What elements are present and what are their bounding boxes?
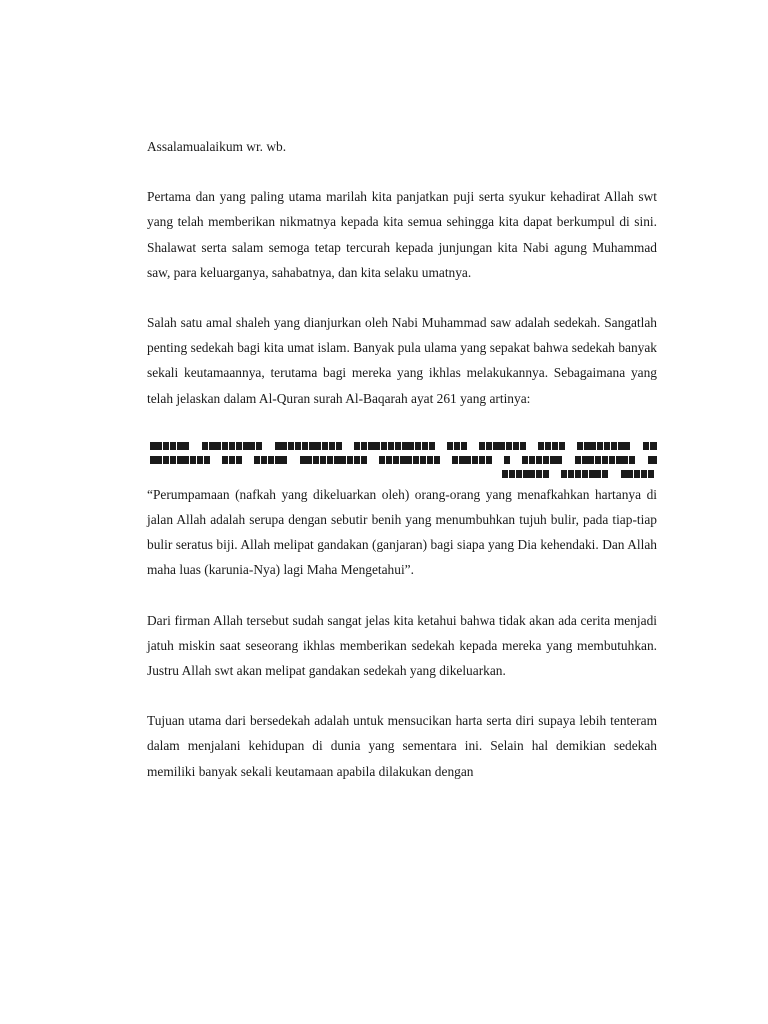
missing-glyph-box [429,442,435,450]
missing-glyph-box [249,442,255,450]
missing-glyph-box [268,456,274,464]
missing-glyph-box [513,442,519,450]
missing-glyph-box [354,456,360,464]
missing-glyph-box [588,456,594,464]
missing-glyph-box [643,442,649,450]
missing-glyph-box [415,442,421,450]
missing-glyph-box [281,442,287,450]
missing-glyph-word [150,454,211,468]
missing-glyph-box [595,470,601,478]
missing-glyph-box [536,456,542,464]
missing-glyph-box [545,442,551,450]
missing-glyph-box [543,456,549,464]
missing-glyph-box [422,442,428,450]
missing-glyph-box [222,442,228,450]
missing-glyph-box [604,442,610,450]
missing-glyph-box [229,442,235,450]
missing-glyph-box [177,456,183,464]
missing-glyph-box [459,456,465,464]
missing-glyph-box [634,470,640,478]
missing-glyph-box [183,456,189,464]
arabic-verse-unrendered [147,436,657,482]
missing-glyph-box [320,456,326,464]
missing-glyph-box [648,470,654,478]
missing-glyph-box [656,442,657,450]
missing-glyph-box [520,442,526,450]
missing-glyph-word [202,440,263,454]
missing-glyph-box [300,456,306,464]
arabic-line [147,454,657,468]
missing-glyph-box [486,456,492,464]
missing-glyph-word [522,454,563,468]
missing-glyph-box [347,456,353,464]
missing-glyph-box [261,456,267,464]
document-page [147,134,657,784]
missing-glyph-box [650,442,656,450]
missing-glyph-word [150,440,191,454]
missing-glyph-box [621,470,627,478]
missing-glyph-box [334,456,340,464]
missing-glyph-box [163,442,169,450]
missing-glyph-box [190,456,196,464]
missing-glyph-box [361,442,367,450]
paragraph-tujuan: Tujuan utama dari bersedekah adalah untuk mensucikan harta serta diri supaya lebih tenteram dalam menjalani kehidupan di dunia yang sementara ini. Selain hal demikian sedekah memiliki banyak sekali keutamaan apabila dilakukan dengan [147,713,657,779]
missing-glyph-box [156,442,162,450]
missing-glyph-box [222,456,228,464]
missing-glyph-box [163,456,169,464]
missing-glyph-box [302,442,308,450]
missing-glyph-word [222,454,242,468]
missing-glyph-box [522,456,528,464]
missing-glyph-box [611,442,617,450]
missing-glyph-box [543,470,549,478]
missing-glyph-word [452,454,493,468]
missing-glyph-box [150,456,156,464]
missing-glyph-box [236,442,242,450]
missing-glyph-box [618,442,624,450]
missing-glyph-box [386,456,392,464]
missing-glyph-box [575,470,581,478]
missing-glyph-box [590,442,596,450]
missing-glyph-box [582,470,588,478]
missing-glyph-box [641,470,647,478]
paragraph-gap [147,683,657,708]
missing-glyph-box [629,456,635,464]
missing-glyph-box [454,442,460,450]
verse-translation: “Perumpamaan (nafkah yang dikeluarkan oleh) orang-orang yang menafkahkan hartanya di jalan Allah adalah serupa dengan sebutir benih yang menumbuhkan tujuh bulir, pada tiap-tiap bulir seratus biji. Allah melipat gandakan (ganjaran) bagi siapa yang Dia kehendaki. Dan Allah maha luas (karunia-Nya) lagi Maha Mengetahui”. [147,486,657,578]
missing-glyph-box [589,470,595,478]
missing-glyph-box [616,456,622,464]
missing-glyph-box [393,456,399,464]
missing-glyph-box [327,456,333,464]
missing-glyph-box [568,470,574,478]
missing-glyph-box [624,442,630,450]
missing-glyph-box [406,456,412,464]
missing-glyph-box [381,442,387,450]
missing-glyph-word [479,440,527,454]
missing-glyph-box [509,470,515,478]
arabic-line [147,468,657,482]
missing-glyph-box [427,456,433,464]
missing-glyph-box [236,456,242,464]
missing-glyph-box [183,442,189,450]
missing-glyph-box [536,470,542,478]
missing-glyph-box [402,442,408,450]
paragraph-gap [147,159,657,184]
missing-glyph-box [336,442,342,450]
missing-glyph-box [306,456,312,464]
missing-glyph-box [256,442,262,450]
missing-glyph-word [538,440,565,454]
paragraph-gap [147,411,657,436]
missing-glyph-box [309,442,315,450]
missing-glyph-box [408,442,414,450]
missing-glyph-word [648,454,658,468]
paragraph-gap [147,583,657,608]
missing-glyph-word [254,454,288,468]
paragraph-firman: Dari firman Allah tersebut sudah sangat jelas kita ketahui bahwa tidak akan ada cerita menjadi jatuh miskin saat seseorang ikhlas memberikan sedekah kepada mereka yang membutuhkan. Justru Allah swt akan melipat gandakan sedekah yang dikeluarkan. [147,612,657,679]
missing-glyph-box [254,456,260,464]
missing-glyph-box [556,456,562,464]
missing-glyph-box [575,456,581,464]
missing-glyph-box [374,442,380,450]
missing-glyph-box [197,456,203,464]
missing-glyph-box [329,442,335,450]
missing-glyph-word [643,440,657,454]
missing-glyph-box [502,470,508,478]
missing-glyph-word [447,440,467,454]
missing-glyph-word [561,468,609,482]
missing-glyph-box [204,456,210,464]
paragraph-intro: Pertama dan yang paling utama marilah kita panjatkan puji serta syukur kehadirat Allah swt yang telah memberikan nikmatnya kepada kita semua sehingga kita dapat berkumpul di sini. Shalawat serta salam semoga tetap tercurah kepada junjungan kita Nabi agung Muhammad saw, para keluarganya, sahabatnya, dan kita selaku umatnya. [147,189,657,280]
missing-glyph-word [502,468,550,482]
missing-glyph-box [538,442,544,450]
missing-glyph-box [170,456,176,464]
missing-glyph-box [506,442,512,450]
missing-glyph-box [229,456,235,464]
missing-glyph-word [275,440,343,454]
missing-glyph-box [420,456,426,464]
missing-glyph-box [275,442,281,450]
missing-glyph-box [529,470,535,478]
missing-glyph-box [648,456,654,464]
missing-glyph-box [400,456,406,464]
missing-glyph-word [575,454,636,468]
missing-glyph-word [300,454,368,468]
missing-glyph-box [209,442,215,450]
greeting: Assalamualaikum wr. wb. [147,139,287,154]
missing-glyph-box [354,442,360,450]
missing-glyph-box [516,470,522,478]
missing-glyph-box [379,456,385,464]
missing-glyph-box [243,442,249,450]
missing-glyph-box [288,442,294,450]
missing-glyph-box [315,442,321,450]
missing-glyph-box [493,442,499,450]
missing-glyph-word [379,454,440,468]
missing-glyph-box [368,442,374,450]
missing-glyph-box [550,456,556,464]
missing-glyph-box [434,456,440,464]
missing-glyph-box [472,456,478,464]
missing-glyph-box [584,442,590,450]
missing-glyph-box [486,442,492,450]
missing-glyph-box [602,456,608,464]
missing-glyph-box [523,470,529,478]
missing-glyph-box [561,470,567,478]
missing-glyph-box [529,456,535,464]
missing-glyph-box [602,470,608,478]
missing-glyph-box [413,456,419,464]
paragraph-gap [147,285,657,310]
missing-glyph-box [170,442,176,450]
missing-glyph-word [577,440,631,454]
missing-glyph-box [582,456,588,464]
missing-glyph-box [322,442,328,450]
missing-glyph-box [559,442,565,450]
missing-glyph-box [395,442,401,450]
missing-glyph-box [313,456,319,464]
paragraph-sedekah: Salah satu amal shaleh yang dianjurkan oleh Nabi Muhammad saw adalah sedekah. Sangatlah penting sedekah bagi kita umat islam. Banyak pula ulama yang sepakat bahwa sedekah banyak sekali keutamaannya, terutama bagi mereka yang ikhlas melakukannya. Sebagaimana yang telah jelaskan dalam Al-Quran surah Al-Baqarah ayat 261 yang artinya: [147,315,657,406]
missing-glyph-box [156,456,162,464]
missing-glyph-box [597,442,603,450]
missing-glyph-box [479,456,485,464]
missing-glyph-box [447,442,453,450]
missing-glyph-box [627,470,633,478]
missing-glyph-box [595,456,601,464]
missing-glyph-box [340,456,346,464]
missing-glyph-box [622,456,628,464]
missing-glyph-box [499,442,505,450]
missing-glyph-box [215,442,221,450]
missing-glyph-box [465,456,471,464]
missing-glyph-box [504,456,510,464]
missing-glyph-box [452,456,458,464]
missing-glyph-box [577,442,583,450]
missing-glyph-box [654,456,657,464]
missing-glyph-box [275,456,281,464]
missing-glyph-box [388,442,394,450]
missing-glyph-box [461,442,467,450]
missing-glyph-box [202,442,208,450]
missing-glyph-box [177,442,183,450]
missing-glyph-box [295,442,301,450]
missing-glyph-box [552,442,558,450]
missing-glyph-box [479,442,485,450]
missing-glyph-word [354,440,436,454]
missing-glyph-box [609,456,615,464]
missing-glyph-box [361,456,367,464]
missing-glyph-box [281,456,287,464]
missing-glyph-word [504,454,511,468]
missing-glyph-box [150,442,156,450]
arabic-line [147,440,657,454]
missing-glyph-word [621,468,655,482]
